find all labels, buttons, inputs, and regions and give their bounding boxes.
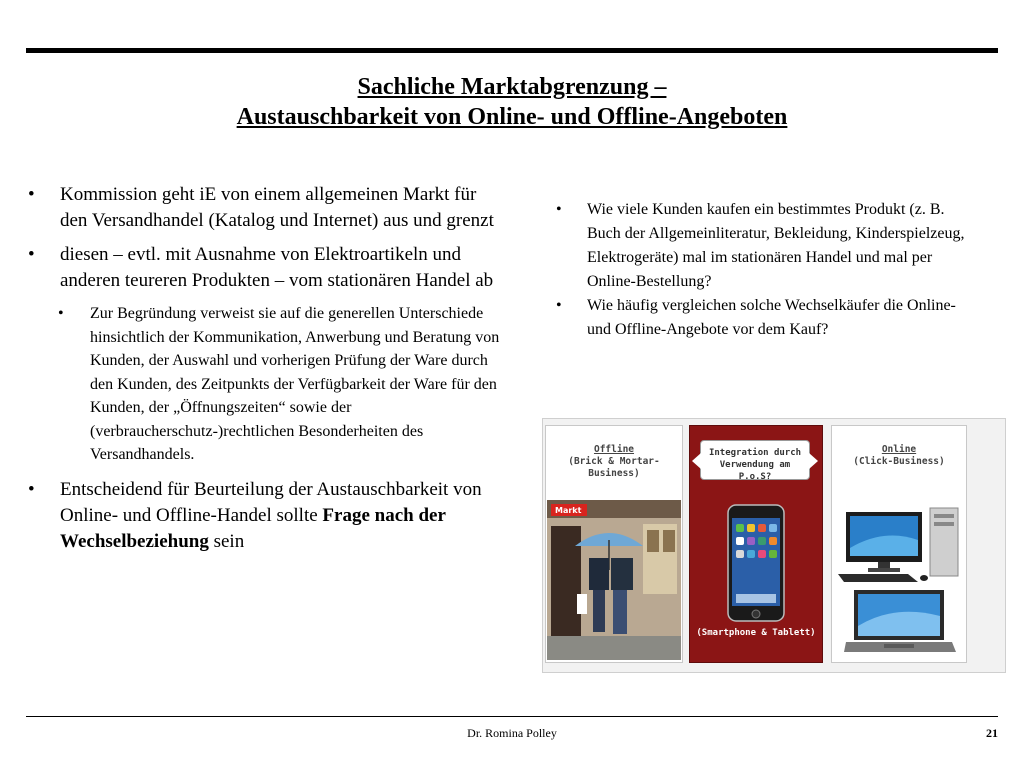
offline-label xyxy=(546,444,682,480)
online-label xyxy=(832,444,966,468)
integration-panel xyxy=(689,425,823,663)
footer-author: Dr. Romina Polley xyxy=(467,726,557,740)
bullet3-text-post: sein xyxy=(208,530,245,552)
integration-line-2: Verwendung am P.o.S? xyxy=(719,460,791,482)
device-label: (Smartphone & Tablett) xyxy=(696,628,816,638)
store-sign-text: Markt xyxy=(555,506,582,515)
integration-box xyxy=(700,440,810,480)
footer-rule xyxy=(26,716,998,717)
online-title: Online xyxy=(881,444,917,455)
integration-line-1: Integration durch xyxy=(708,448,802,458)
right-column xyxy=(556,198,976,342)
left-column xyxy=(28,182,508,563)
right-bullet-1: • Wie viele Kunden kaufen ein bestimmtes Produkt (z. B. Buch der Allgemeinliteratur, Bekleidung, Kinderspielzeug, Elektrogeräte) mal im stationären Handel und mal per Online-Bestellung? xyxy=(556,198,976,294)
laptop-icon xyxy=(844,586,958,660)
slide-title xyxy=(0,72,1024,132)
channel-figure xyxy=(542,418,1006,673)
bullet3-text-pre: Entscheidend für Beurteilung der Austauschbarkeit von Online- und Offline-Handel sollte xyxy=(60,478,482,526)
offline-title: Offline xyxy=(593,444,635,455)
top-rule xyxy=(26,48,998,53)
left-bullet-3 xyxy=(28,477,508,555)
smartphone-icon xyxy=(727,504,785,622)
left-sub-bullet: • Zur Begründung verweist sie auf die generellen Unterschiede hinsichtlich der Kommunikation, Anwerbung und Beratung von Kunden, der Auswahl und vorherigen Prüfung der Ware durch den Kunden, des Zeitpunkts der Verfügbarkeit der Ware für den Kunden, der „Öffnungszeiten“ sowie der (verbraucherschutz-)rechtlichen Besonderheiten des Versandhandels. xyxy=(28,302,508,467)
page-number: 21 xyxy=(986,726,998,740)
left-bullet-2: • diesen – evtl. mit Ausnahme von Elektroartikeln und anderen teureren Produkten – vom stationären Handel ab xyxy=(28,242,508,294)
bullet3-text-bold: Frage nach der Wechselbeziehung xyxy=(60,504,446,552)
offline-panel xyxy=(545,425,683,663)
storefront-photo xyxy=(547,500,681,660)
online-panel xyxy=(831,425,967,663)
title-line-1: Sachliche Marktabgrenzung – xyxy=(357,74,667,100)
online-subtitle: (Click-Business) xyxy=(853,456,945,467)
offline-subtitle: (Brick & Mortar-Business) xyxy=(568,456,660,479)
title-line-2: Austauschbarkeit von Online- und Offline-Angeboten xyxy=(236,104,788,130)
left-bullet-1: • Kommission geht iE von einem allgemeinen Markt für den Versandhandel (Katalog und Internet) aus und grenzt xyxy=(28,182,508,234)
right-bullet-2: • Wie häufig vergleichen solche Wechselkäufer die Online- und Offline-Angebote vor dem Kauf? xyxy=(556,294,976,342)
desktop-computer-icon xyxy=(838,504,962,584)
